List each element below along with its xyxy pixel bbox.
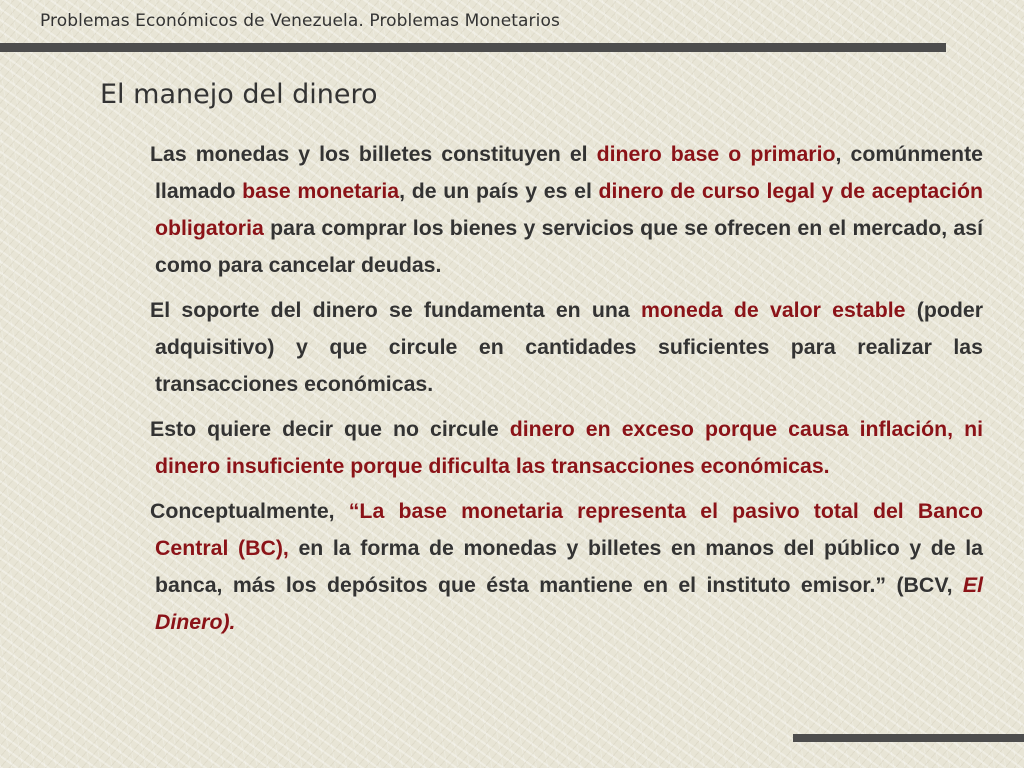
text-run: base monetaria [242, 179, 400, 203]
text-run: moneda de valor estable [641, 298, 906, 322]
paragraph-circulacion [150, 411, 983, 485]
text-run: dinero base o primario [596, 142, 836, 166]
slide-body [150, 136, 983, 649]
slide-header: Problemas Económicos de Venezuela. Problemas Monetarios [40, 11, 560, 31]
text-run: , comúnmente llamado [155, 142, 984, 203]
text-run: en la forma de monedas y billetes en manos del público y de la banca, más los depósitos que ésta mantiene en el instituto emisor.” (BCV, [155, 536, 984, 597]
text-run: El Dinero). [155, 573, 983, 634]
text-run: Conceptualmente, [150, 499, 349, 523]
paragraph-definicion-base-monetaria [150, 493, 983, 641]
text-run: dinero en exceso porque causa inflación [509, 417, 948, 441]
header-rule [0, 43, 946, 52]
text-run: , de un país y es el [399, 179, 599, 203]
text-run: Las monedas y los billetes constituyen el [150, 142, 597, 166]
text-run: (poder adquisitivo) y que circule en cantidades suficientes para realizar las transacciones económicas. [155, 298, 983, 396]
text-run: El soporte del dinero se fundamenta en una [150, 298, 642, 322]
text-run: “La base monetaria representa el pasivo total del Banco Central (BC), [155, 499, 983, 560]
text-run: para comprar los bienes y servicios que se ofrecen en el mercado, así como para cancelar deudas. [155, 216, 983, 277]
paragraph-soporte-dinero [150, 292, 983, 403]
slide-title: El manejo del dinero [100, 79, 378, 110]
footer-rule [793, 734, 1024, 742]
paragraph-dinero-base [150, 136, 983, 284]
text-run: , ni dinero insuficiente porque dificulta las transacciones económicas. [155, 417, 984, 478]
text-run: dinero de curso legal y de aceptación obligatoria [155, 179, 983, 240]
text-run: Esto quiere decir que no circule [150, 417, 510, 441]
